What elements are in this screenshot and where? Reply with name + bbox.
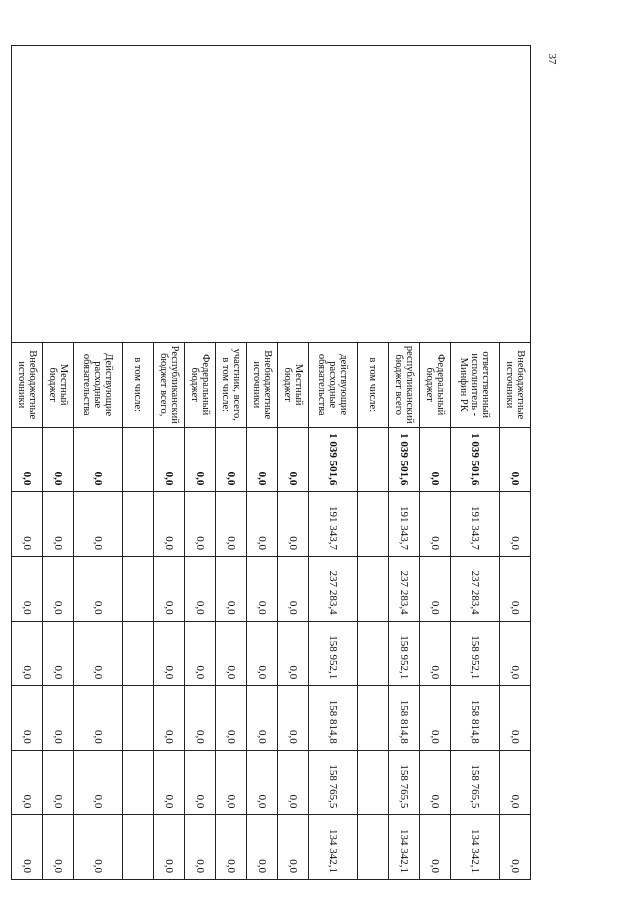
value-cell: 0,0 (216, 686, 247, 751)
budget-table (11, 45, 531, 880)
row-label: ответственный исполнитель - Минфин РК (451, 342, 500, 427)
value-cell: 0,0 (74, 750, 123, 815)
empty-left-cell (154, 46, 185, 343)
value-cell: 158 765,5 (451, 750, 500, 815)
table-row (278, 46, 309, 880)
value-cell: 0,0 (216, 750, 247, 815)
value-cell: 0,0 (12, 686, 43, 751)
row-label: республиканский бюджет всего (389, 342, 420, 427)
value-cell (358, 815, 389, 880)
row-label: Внебюджетные источники (247, 342, 278, 427)
value-cell: 0,0 (500, 815, 531, 880)
value-cell: 0,0 (185, 492, 216, 557)
value-cell: 0,0 (43, 815, 74, 880)
value-cell: 0,0 (154, 492, 185, 557)
row-label: Внебюджетные источники (500, 342, 531, 427)
empty-left-cell (185, 46, 216, 343)
value-cell (358, 686, 389, 751)
value-cell: 0,0 (154, 815, 185, 880)
value-cell: 0,0 (216, 427, 247, 492)
empty-left-cell (74, 46, 123, 343)
empty-left-cell (500, 46, 531, 343)
value-cell: 0,0 (247, 557, 278, 622)
value-cell: 0,0 (420, 492, 451, 557)
row-label: действующие расходные обязательства (309, 342, 358, 427)
value-cell: 158 952,1 (451, 621, 500, 686)
row-label: в том числе: (123, 342, 154, 427)
row-label: Республиканский бюджет всего, (154, 342, 185, 427)
empty-left-cell (278, 46, 309, 343)
value-cell: 0,0 (420, 621, 451, 686)
empty-left-cell (420, 46, 451, 343)
empty-left-cell (389, 46, 420, 343)
value-cell: 0,0 (74, 621, 123, 686)
value-cell: 0,0 (74, 427, 123, 492)
value-cell: 0,0 (247, 750, 278, 815)
empty-left-cell (309, 46, 358, 343)
value-cell: 1 039 501,6 (389, 427, 420, 492)
value-cell: 0,0 (74, 815, 123, 880)
row-label: в том числе: (358, 342, 389, 427)
value-cell: 0,0 (185, 750, 216, 815)
value-cell: 0,0 (247, 815, 278, 880)
value-cell: 1 039 501,6 (309, 427, 358, 492)
value-cell: 0,0 (185, 621, 216, 686)
value-cell (123, 557, 154, 622)
value-cell: 0,0 (278, 750, 309, 815)
value-cell: 0,0 (500, 492, 531, 557)
value-cell: 0,0 (420, 686, 451, 751)
value-cell: 0,0 (216, 557, 247, 622)
empty-left-cell (358, 46, 389, 343)
value-cell: 0,0 (154, 621, 185, 686)
table-row (74, 46, 123, 880)
value-cell: 0,0 (500, 557, 531, 622)
value-cell: 0,0 (43, 427, 74, 492)
value-cell: 0,0 (247, 427, 278, 492)
value-cell: 0,0 (185, 557, 216, 622)
value-cell: 0,0 (43, 621, 74, 686)
value-cell: 0,0 (12, 427, 43, 492)
value-cell: 191 343,7 (389, 492, 420, 557)
value-cell: 0,0 (12, 492, 43, 557)
table-row (358, 46, 389, 880)
value-cell: 0,0 (420, 750, 451, 815)
value-cell: 0,0 (278, 427, 309, 492)
table-row (216, 46, 247, 880)
value-cell: 1 039 501,6 (451, 427, 500, 492)
value-cell: 191 343,7 (309, 492, 358, 557)
row-label: Местный бюджет (278, 342, 309, 427)
value-cell: 0,0 (43, 492, 74, 557)
value-cell: 0,0 (74, 686, 123, 751)
empty-left-cell (12, 46, 43, 343)
table-row (420, 46, 451, 880)
value-cell (123, 492, 154, 557)
empty-left-cell (43, 46, 74, 343)
value-cell: 0,0 (420, 557, 451, 622)
value-cell: 0,0 (500, 621, 531, 686)
value-cell: 0,0 (154, 557, 185, 622)
row-label: Федеральный бюджет (420, 342, 451, 427)
page-number: 37 (546, 53, 558, 65)
value-cell: 134 342,1 (451, 815, 500, 880)
value-cell: 0,0 (12, 815, 43, 880)
value-cell (123, 750, 154, 815)
value-cell: 0,0 (154, 427, 185, 492)
value-cell (123, 427, 154, 492)
value-cell: 0,0 (185, 815, 216, 880)
value-cell: 158 814,8 (389, 686, 420, 751)
value-cell: 158 765,5 (309, 750, 358, 815)
value-cell: 0,0 (12, 750, 43, 815)
empty-left-cell (123, 46, 154, 343)
value-cell: 158 952,1 (389, 621, 420, 686)
value-cell: 237 283,4 (389, 557, 420, 622)
value-cell: 0,0 (278, 815, 309, 880)
value-cell: 0,0 (278, 492, 309, 557)
value-cell: 0,0 (43, 557, 74, 622)
value-cell (123, 621, 154, 686)
value-cell: 0,0 (247, 492, 278, 557)
rotated-table-container (16, 45, 531, 880)
value-cell: 0,0 (500, 750, 531, 815)
value-cell: 0,0 (154, 686, 185, 751)
row-label: Внебюджетные источники (12, 342, 43, 427)
value-cell: 158 814,8 (451, 686, 500, 751)
value-cell: 134 342,1 (309, 815, 358, 880)
table-row (309, 46, 358, 880)
value-cell: 0,0 (43, 686, 74, 751)
value-cell: 0,0 (216, 492, 247, 557)
value-cell: 0,0 (12, 557, 43, 622)
value-cell: 0,0 (278, 686, 309, 751)
value-cell: 191 343,7 (451, 492, 500, 557)
value-cell: 0,0 (500, 686, 531, 751)
row-label: Местный бюджет (43, 342, 74, 427)
value-cell: 0,0 (420, 427, 451, 492)
value-cell: 0,0 (185, 686, 216, 751)
empty-left-cell (216, 46, 247, 343)
value-cell: 158 765,5 (389, 750, 420, 815)
value-cell: 0,0 (247, 621, 278, 686)
budget-table-body (12, 46, 531, 880)
empty-left-cell (247, 46, 278, 343)
value-cell: 158 814,8 (309, 686, 358, 751)
value-cell: 237 283,4 (451, 557, 500, 622)
value-cell: 0,0 (247, 686, 278, 751)
value-cell: 0,0 (278, 621, 309, 686)
table-row (389, 46, 420, 880)
value-cell: 237 283,4 (309, 557, 358, 622)
empty-left-cell (451, 46, 500, 343)
row-label: Федеральный бюджет (185, 342, 216, 427)
value-cell (123, 686, 154, 751)
table-row (123, 46, 154, 880)
value-cell: 158 952,1 (309, 621, 358, 686)
value-cell: 0,0 (74, 492, 123, 557)
value-cell: 0,0 (43, 750, 74, 815)
table-row (43, 46, 74, 880)
table-row (500, 46, 531, 880)
value-cell: 0,0 (278, 557, 309, 622)
value-cell: 0,0 (420, 815, 451, 880)
table-row (154, 46, 185, 880)
value-cell (358, 750, 389, 815)
value-cell: 0,0 (74, 557, 123, 622)
value-cell: 0,0 (154, 750, 185, 815)
value-cell (123, 815, 154, 880)
value-cell (358, 427, 389, 492)
value-cell: 0,0 (185, 427, 216, 492)
value-cell: 0,0 (216, 621, 247, 686)
value-cell: 0,0 (12, 621, 43, 686)
value-cell: 0,0 (216, 815, 247, 880)
table-row (185, 46, 216, 880)
value-cell (358, 621, 389, 686)
row-label: Действующие расходные обязательства (74, 342, 123, 427)
value-cell: 0,0 (500, 427, 531, 492)
row-label: участник, всего, в том числе: (216, 342, 247, 427)
table-row (451, 46, 500, 880)
table-row (247, 46, 278, 880)
table-row (12, 46, 43, 880)
value-cell (358, 557, 389, 622)
value-cell (358, 492, 389, 557)
value-cell: 134 342,1 (389, 815, 420, 880)
